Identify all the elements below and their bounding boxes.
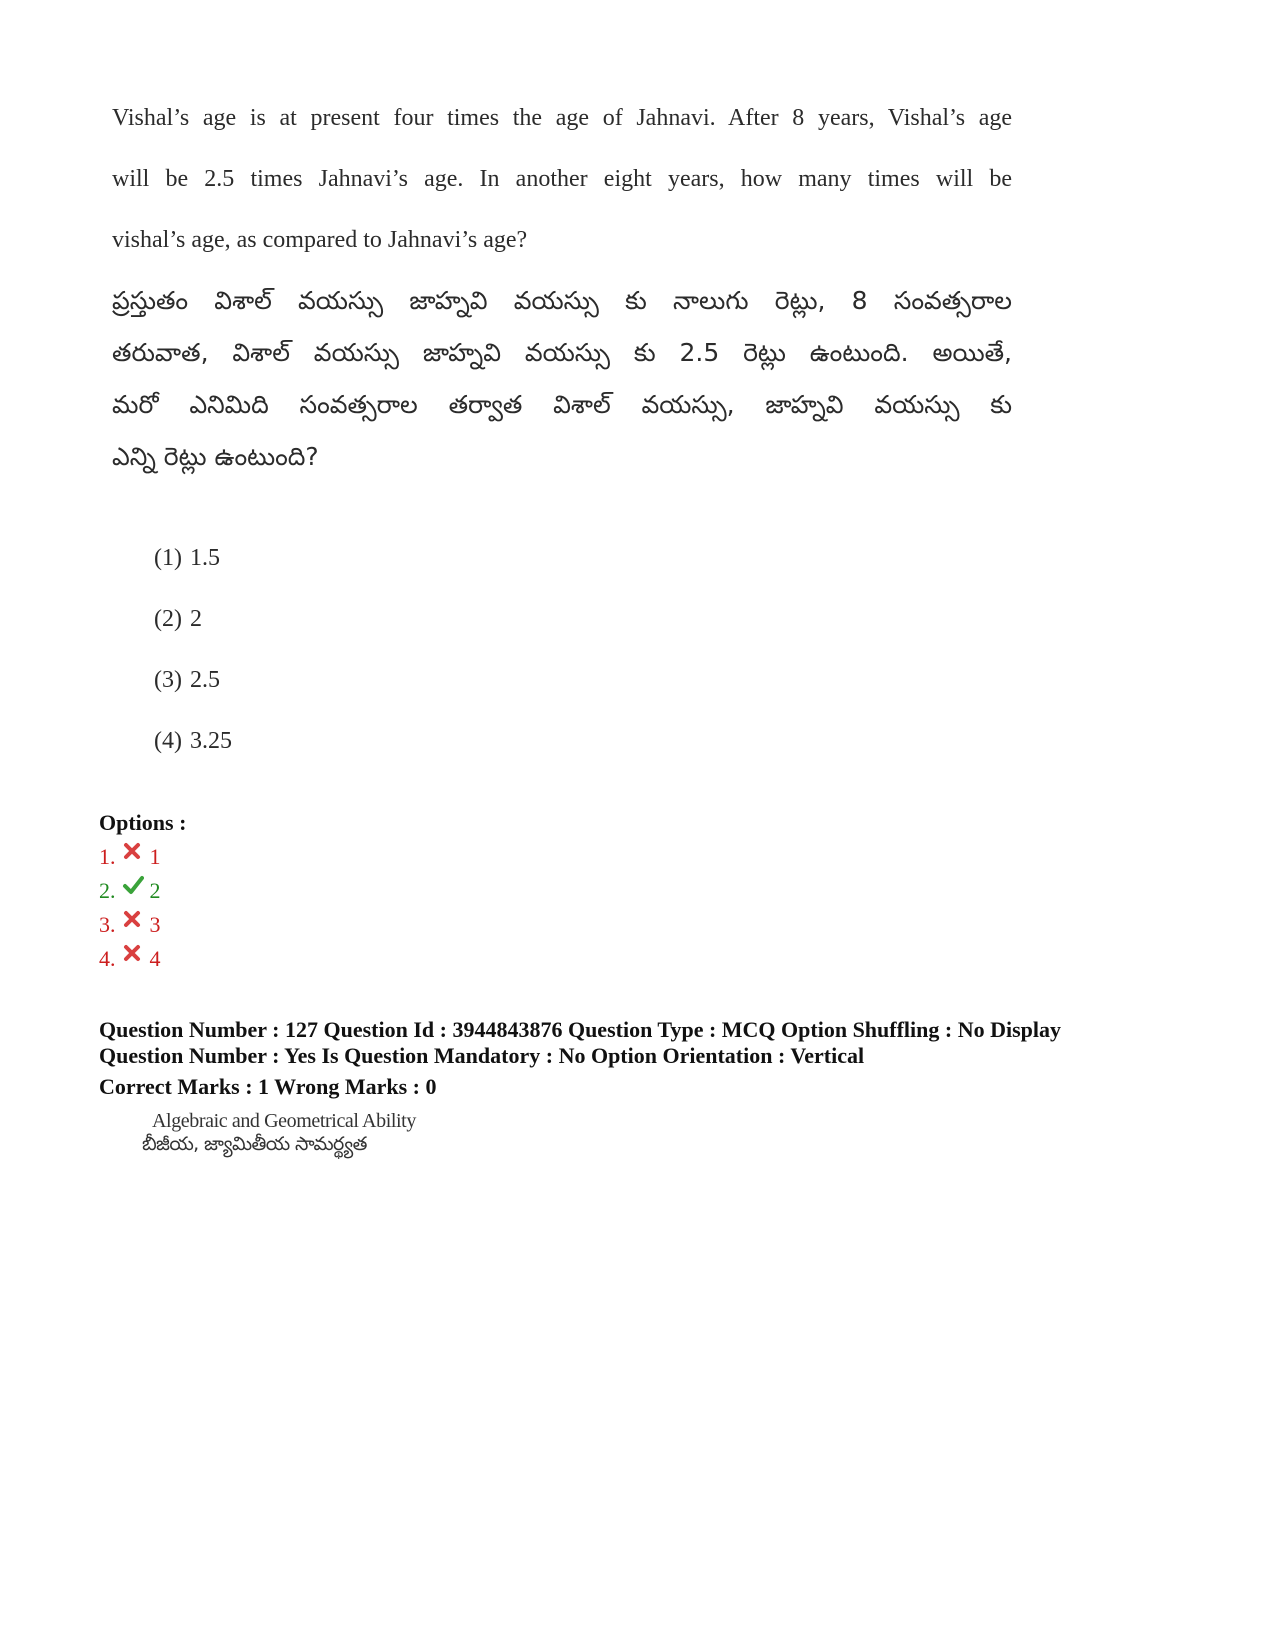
option-row — [99, 942, 186, 976]
choice-value: 1.5 — [189, 545, 220, 571]
marks-line: Correct Marks : 1 Wrong Marks : 0 — [99, 1074, 437, 1099]
question-telugu-line: తరువాత, విశాల్ వయస్సు జాహ్నవి వయస్సు కు 2.5 రెట్లు ఉంటుంది. అయితే, — [112, 338, 1012, 367]
metadata-line: Question Number : Yes Is Question Mandatory : No Option Orientation : Vertical — [99, 1043, 865, 1068]
question-telugu — [112, 275, 1012, 483]
cross-icon — [122, 943, 146, 963]
question-telugu-line: ప్రస్తుతం విశాల్ వయస్సు జాహ్నవి వయస్సు కు నాలుగు రెట్లు, 8 సంవత్సరాల — [112, 286, 1012, 315]
choice-value: 3.25 — [189, 728, 232, 754]
cross-icon — [122, 841, 146, 861]
choice-number: (2) — [154, 606, 182, 632]
choice-number: (4) — [154, 728, 182, 754]
question-english-line: vishal’s age, as compared to Jahnavi’s age? — [112, 227, 528, 253]
question-english-line: Vishal’s age is at present four times the age of Jahnavi. After 8 years, Vishal’s age — [112, 105, 1012, 131]
question-english-line: will be 2.5 times Jahnavi’s age. In another eight years, how many times will be — [112, 166, 1012, 192]
section-title-telugu: బీజీయ, జ్యామితీయ సామర్థ్యత — [142, 1133, 367, 1155]
choice-value: 2 — [189, 606, 202, 632]
question-choices — [154, 528, 232, 772]
options-heading: Options : — [99, 810, 187, 835]
question-text — [112, 88, 1012, 483]
option-row — [99, 840, 186, 874]
option-value: 2 — [149, 878, 161, 903]
choice-item — [154, 528, 232, 589]
check-icon — [122, 875, 146, 895]
option-value: 1 — [149, 844, 161, 869]
choice-number: (1) — [154, 545, 182, 571]
question-metadata — [99, 1017, 1061, 1100]
option-index: 2. — [99, 878, 116, 903]
choice-item — [154, 711, 232, 772]
option-index: 3. — [99, 912, 116, 937]
options-list — [99, 806, 186, 976]
choice-item — [154, 650, 232, 711]
cross-icon — [122, 909, 146, 929]
option-row — [99, 908, 186, 942]
option-row — [99, 874, 186, 908]
section-title-english: Algebraic and Geometrical Ability — [152, 1110, 416, 1132]
choice-number: (3) — [154, 667, 182, 693]
choice-item — [154, 589, 232, 650]
question-telugu-line: ఎన్ని రెట్లు ఉంటుంది? — [112, 442, 319, 471]
option-index: 1. — [99, 844, 116, 869]
option-index: 4. — [99, 946, 116, 971]
option-value: 4 — [149, 946, 161, 971]
section-title — [142, 1110, 416, 1156]
metadata-line: Question Number : 127 Question Id : 3944843876 Question Type : MCQ Option Shuffling : No Display — [99, 1017, 1062, 1042]
question-telugu-line: మరో ఎనిమిది సంవత్సరాల తర్వాత విశాల్ వయస్సు, జాహ్నవి వయస్సు కు — [112, 390, 1012, 419]
option-value: 3 — [149, 912, 161, 937]
choice-value: 2.5 — [189, 667, 220, 693]
